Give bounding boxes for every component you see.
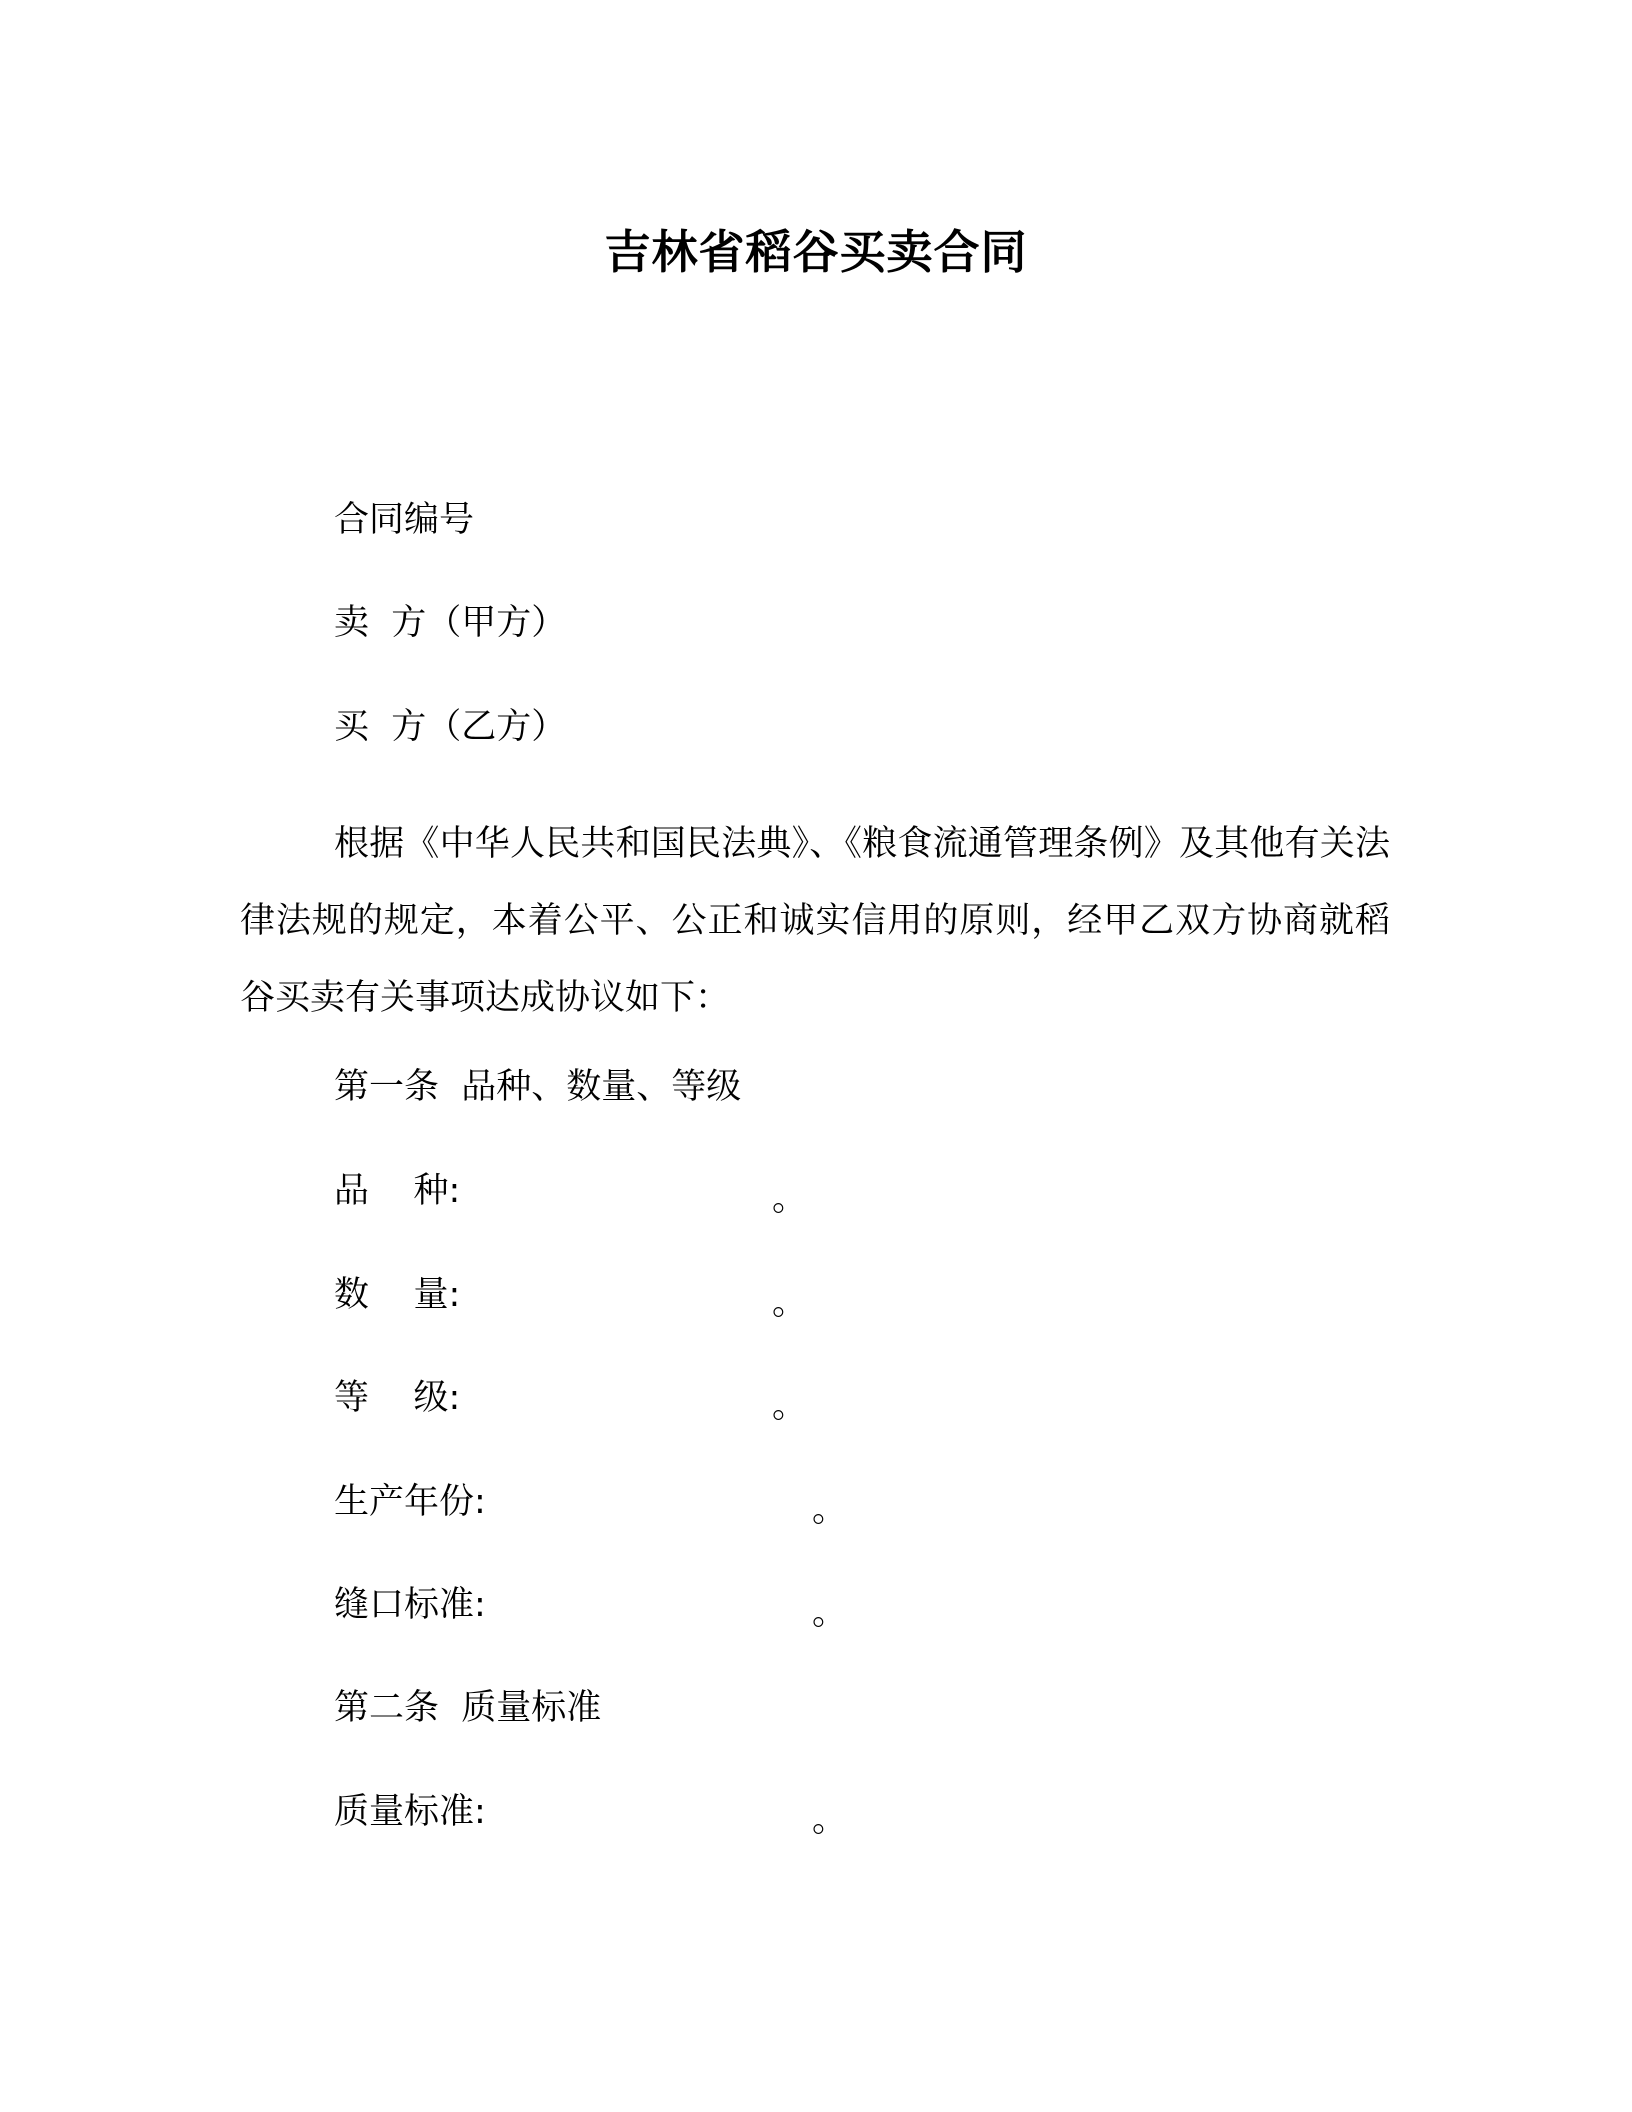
field-label-production-year: 生产年份:	[334, 1482, 486, 1522]
article-1-heading: 第一条 品种、数量、等级	[334, 1067, 742, 1107]
seller-label: 卖 方（甲方）	[334, 603, 567, 643]
buyer-label: 买 方（乙方）	[334, 707, 567, 747]
field-end-grade: 。	[772, 1386, 808, 1426]
field-end-variety: 。	[772, 1179, 808, 1219]
field-label-grade: 等 级:	[334, 1378, 461, 1418]
field-end-seam-standard: 。	[812, 1593, 848, 1633]
field-end-quality-standard: 。	[812, 1800, 848, 1840]
preamble-paragraph: 根据《中华人民共和国民法典》、《粮食流通管理条例》及其他有关法律法规的规定，本着公平、公正和诚实信用的原则，经甲乙双方协商就稻谷买卖有关事项达成协议如下：	[240, 824, 1390, 1018]
document-title: 吉林省稻谷买卖合同	[604, 225, 1028, 279]
field-end-production-year: 。	[812, 1490, 848, 1530]
field-end-quantity: 。	[772, 1283, 808, 1323]
field-label-quality-standard: 质量标准:	[334, 1792, 486, 1832]
article-2-heading: 第二条 质量标准	[334, 1688, 602, 1728]
field-label-quantity: 数 量:	[334, 1275, 461, 1315]
field-label-variety: 品 种:	[334, 1171, 461, 1211]
contract-number-label: 合同编号	[334, 500, 475, 540]
field-label-seam-standard: 缝口标准:	[334, 1585, 486, 1625]
